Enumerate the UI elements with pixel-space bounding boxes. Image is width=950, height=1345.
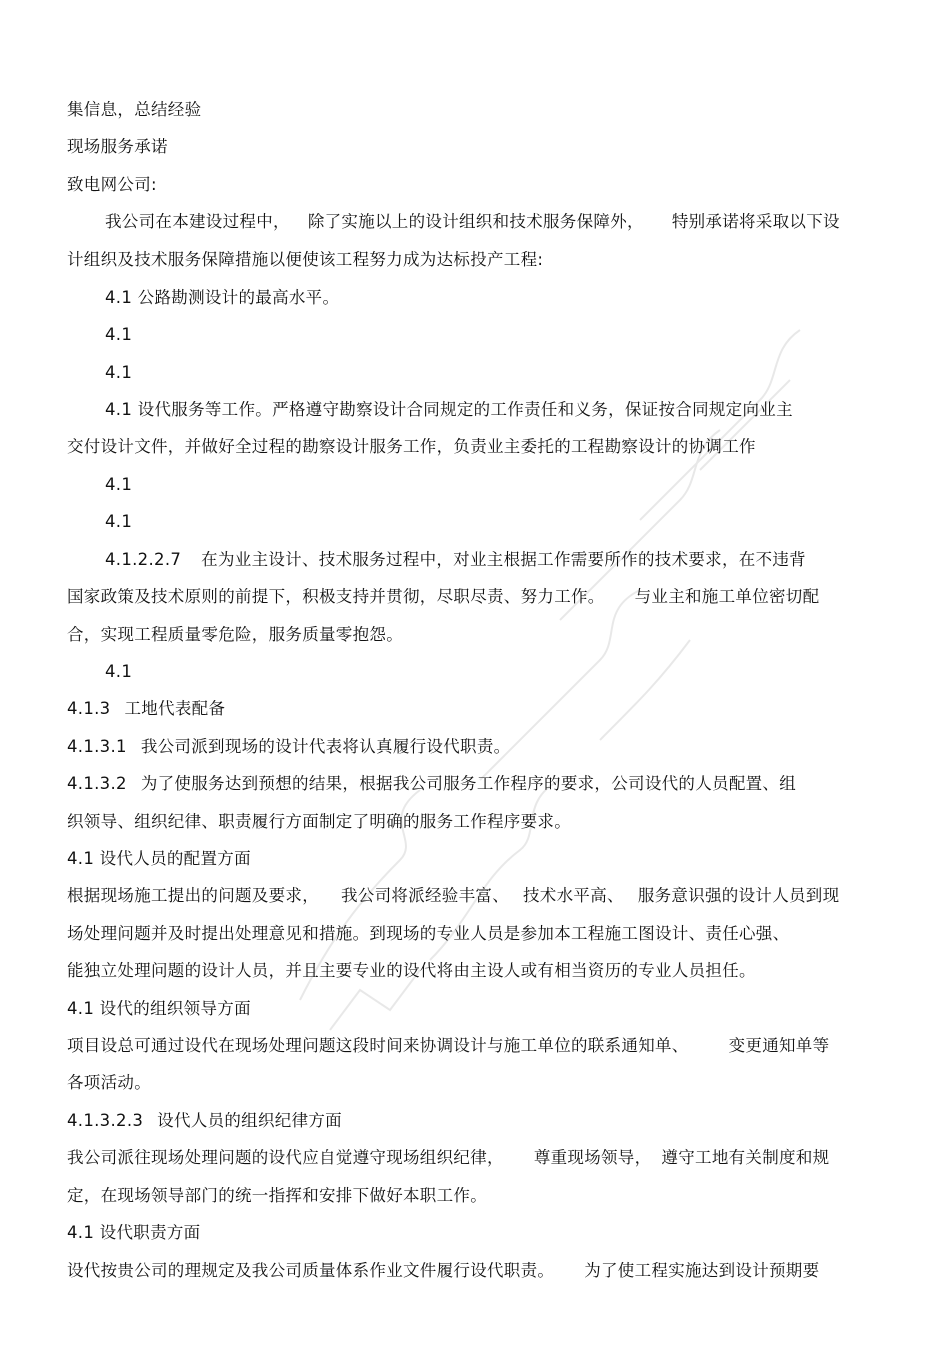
numbered-item: 4.1 xyxy=(105,363,133,382)
numbered-item: 4.1 公路勘测设计的最高水平。 xyxy=(105,288,340,307)
paragraph-line: 能独立处理问题的设计人员，并且主要专业的设代将由主设人或有相当资历的专业人员担任。 xyxy=(67,961,756,980)
numbered-item: 4.1 xyxy=(105,662,133,681)
item-number: 4.1.3.2.3 xyxy=(67,1111,144,1130)
text-segment: 设代按贵公司的理规定及我公司质量体系作业文件履行设代职责。 xyxy=(67,1261,555,1280)
paragraph-line: 交付设计文件，并做好全过程的勘察设计服务工作，负责业主委托的工程勘察设计的协调工作 xyxy=(67,437,756,456)
paragraph-line xyxy=(67,1260,819,1282)
text-segment: 我公司在本建设过程中， xyxy=(105,212,290,231)
text-segment: 变更通知单等 xyxy=(728,1036,830,1055)
paragraph-line: 各项活动。 xyxy=(67,1073,151,1092)
paragraph-line xyxy=(67,1147,829,1169)
text-segment: 为了使工程实施达到设计预期要 xyxy=(584,1261,820,1280)
text-segment: 设代人员的组织纪律方面 xyxy=(157,1111,342,1130)
paragraph-line xyxy=(105,211,840,233)
addressee-line: 致电网公司: xyxy=(67,175,157,194)
paragraph-line xyxy=(67,885,839,907)
subsection-heading: 4.1 设代人员的配置方面 xyxy=(67,849,251,868)
numbered-item: 4.1 xyxy=(105,512,133,531)
text-segment: 服务意识强的设计人员到现 xyxy=(637,886,840,905)
numbered-item xyxy=(105,549,806,571)
paragraph-line: 织领导、组织纪律、职责履行方面制定了明确的服务工作程序要求。 xyxy=(67,812,571,831)
text-segment: 除了实施以上的设计组织和技术服务保障外， xyxy=(307,212,644,231)
paragraph-line: 合，实现工程质量零危险，服务质量零抱怨。 xyxy=(67,625,403,644)
subsection-heading xyxy=(67,698,225,720)
paragraph-line xyxy=(67,1035,829,1057)
text-segment: 与业主和施工单位密切配 xyxy=(634,587,820,606)
paragraph-line: 计组织及技术服务保障措施以便使该工程努力成为达标投产工程: xyxy=(67,250,544,269)
text-segment: 国家政策及技术原则的前提下，积极支持并贯彻，尽职尽责、努力工作。 xyxy=(67,587,605,606)
item-number: 4.1.3.2 xyxy=(67,774,127,793)
numbered-item xyxy=(67,736,510,758)
paragraph-line: 定，在现场领导部门的统一指挥和安排下做好本职工作。 xyxy=(67,1186,487,1205)
text-segment: 我公司派往现场处理问题的设代应自觉遵守现场组织纪律， xyxy=(67,1148,504,1167)
text-segment: 根据现场施工提出的问题及要求， xyxy=(67,886,319,905)
numbered-item: 4.1 xyxy=(105,475,133,494)
numbered-item xyxy=(67,773,796,795)
text-segment: 特别承诺将采取以下设 xyxy=(671,212,840,231)
subsection-heading: 4.1 设代职责方面 xyxy=(67,1223,201,1242)
subsection-heading xyxy=(67,1110,342,1132)
text-segment: 工地代表配备 xyxy=(124,699,226,718)
paragraph-line: 场处理问题并及时提出处理意见和措施。到现场的专业人员是参加本工程施工图设计、责任心强、 xyxy=(67,924,790,943)
item-number: 4.1.3 xyxy=(67,699,111,718)
text-segment: 技术水平高、 xyxy=(523,886,624,905)
text-segment: 在为业主设计、技术服务过程中，对业主根据工作需要所作的技术要求，在不违背 xyxy=(201,550,806,569)
item-number: 4.1.2.2.7 xyxy=(105,550,182,569)
text-segment: 遵守工地有关制度和规 xyxy=(661,1148,830,1167)
numbered-item: 4.1 设代服务等工作。严格遵守勘察设计合同规定的工作责任和义务，保证按合同规定向业主 xyxy=(105,400,793,419)
section-title: 现场服务承诺 xyxy=(67,137,168,156)
text-segment: 我公司将派经验丰富、 xyxy=(341,886,509,905)
text-segment: 为了使服务达到预想的结果，根据我公司服务工作程序的要求，公司设代的人员配置、组 xyxy=(140,774,797,793)
text-segment: 项目设总可通过设代在现场处理问题这段时间来协调设计与施工单位的联系通知单、 xyxy=(67,1036,689,1055)
paragraph-line xyxy=(67,586,819,608)
item-number: 4.1.3.1 xyxy=(67,737,127,756)
text-line: 集信息，总结经验 xyxy=(67,100,202,119)
subsection-heading: 4.1 设代的组织领导方面 xyxy=(67,999,251,1018)
text-segment: 我公司派到现场的设计代表将认真履行设代职责。 xyxy=(140,737,511,756)
text-segment: 尊重现场领导， xyxy=(533,1148,652,1167)
numbered-item: 4.1 xyxy=(105,325,133,344)
